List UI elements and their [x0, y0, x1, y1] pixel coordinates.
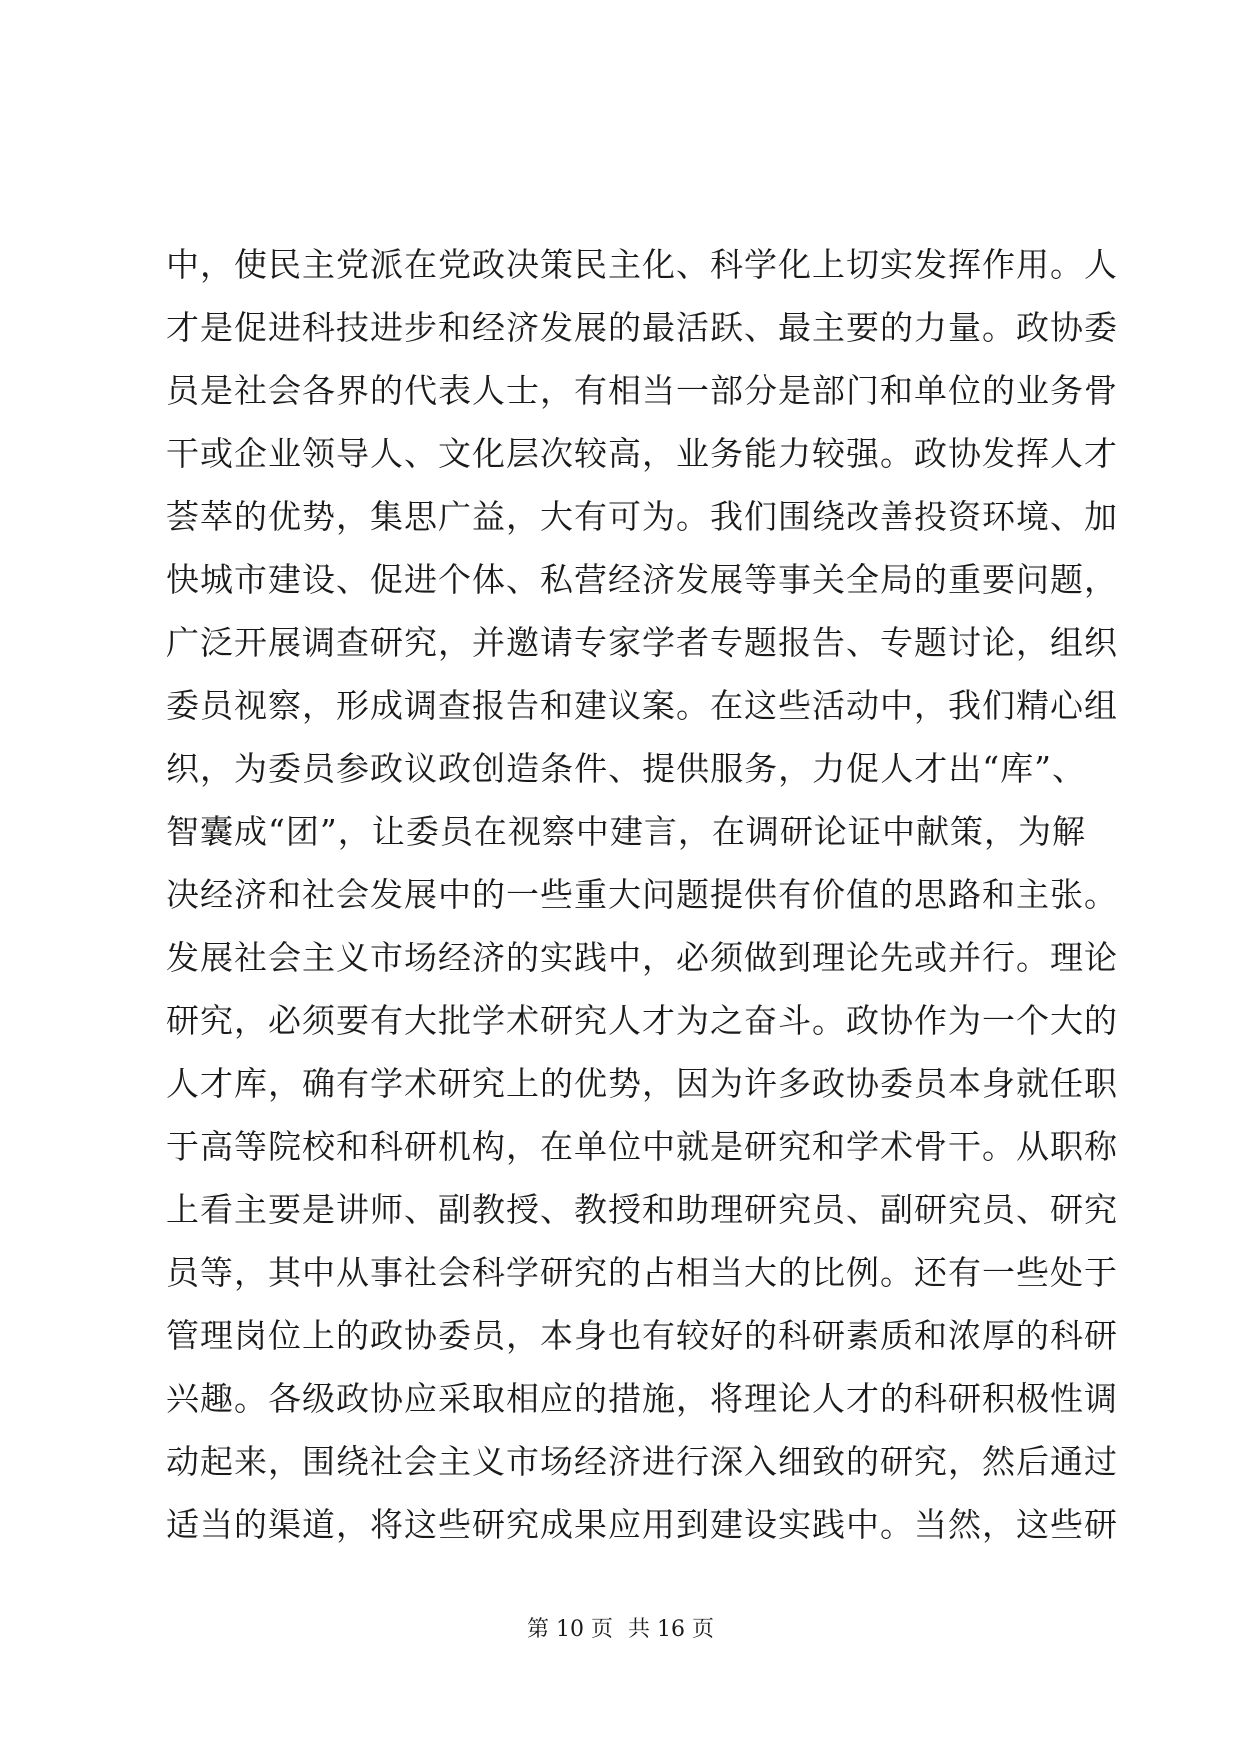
text-line: 员是社会各界的代表人士，有相当一部分是部门和单位的业务骨 — [166, 371, 1118, 410]
text-line: 管理岗位上的政协委员，本身也有较好的科研素质和浓厚的科研 — [166, 1316, 1118, 1355]
text-line: 中，使民主党派在党政决策民主化、科学化上切实发挥作用。人 — [166, 245, 1118, 284]
text-line: 快城市建设、促进个体、私营经济发展等事关全局的重要问题， — [166, 560, 1118, 599]
text-line: 研究，必须要有大批学术研究人才为之奋斗。政协作为一个大的 — [166, 1001, 1118, 1040]
text-line: 才是促进科技进步和经济发展的最活跃、最主要的力量。政协委 — [166, 308, 1118, 347]
text-line: 适当的渠道，将这些研究成果应用到建设实践中。当然，这些研 — [166, 1505, 1118, 1544]
page-total: 共 16 页 — [628, 1617, 714, 1642]
text-line: 决经济和社会发展中的一些重大问题提供有价值的思路和主张。 — [166, 875, 1118, 914]
text-line: 智囊成“团”，让委员在视察中建言，在调研论证中献策，为解 — [166, 812, 1086, 851]
text-line: 织，为委员参政议政创造条件、提供服务，力促人才出“库”、 — [166, 749, 1086, 788]
text-line: 员等，其中从事社会科学研究的占相当大的比例。还有一些处于 — [166, 1253, 1118, 1292]
page-footer — [0, 1612, 1241, 1643]
text-line: 发展社会主义市场经济的实践中，必须做到理论先或并行。理论 — [166, 938, 1118, 977]
text-line: 动起来，围绕社会主义市场经济进行深入细致的研究，然后通过 — [166, 1442, 1118, 1481]
text-line: 广泛开展调查研究，并邀请专家学者专题报告、专题讨论，组织 — [166, 623, 1118, 662]
text-line: 委员视察，形成调查报告和建议案。在这些活动中，我们精心组 — [166, 686, 1118, 725]
text-line: 上看主要是讲师、副教授、教授和助理研究员、副研究员、研究 — [166, 1190, 1118, 1229]
text-line: 人才库，确有学术研究上的优势，因为许多政协委员本身就任职 — [166, 1064, 1118, 1103]
text-line: 荟萃的优势，集思广益，大有可为。我们围绕改善投资环境、加 — [166, 497, 1118, 536]
page-number: 第 10 页 — [527, 1617, 613, 1642]
text-line: 于高等院校和科研机构，在单位中就是研究和学术骨干。从职称 — [166, 1127, 1118, 1166]
text-line: 兴趣。各级政协应采取相应的措施，将理论人才的科研积极性调 — [166, 1379, 1118, 1418]
text-line: 干或企业领导人、文化层次较高，业务能力较强。政协发挥人才 — [166, 434, 1118, 473]
body-text — [166, 233, 1118, 1556]
